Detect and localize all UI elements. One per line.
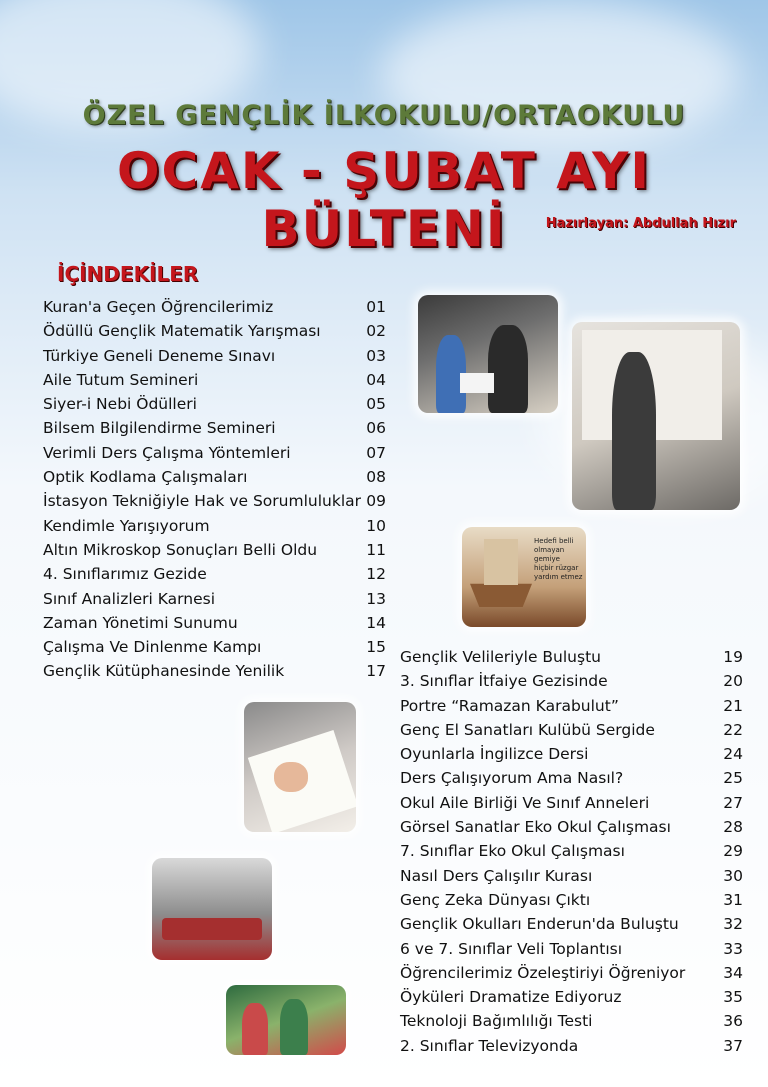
toc-entry [400, 815, 743, 839]
toc-entry [43, 659, 386, 683]
toc-entry-title: Teknoloji Bağımlılığı Testi [400, 1012, 593, 1031]
toc-entry [43, 295, 386, 319]
toc-entry-page: 32 [723, 915, 743, 934]
award-ceremony-photo [418, 295, 558, 413]
toc-entry-page: 21 [723, 696, 743, 715]
toc-entry-title: Verimli Ders Çalışma Yöntemleri [43, 443, 291, 462]
toc-entry-page: 11 [366, 540, 386, 559]
toc-entry-page: 22 [723, 720, 743, 739]
ship-quote-line: yardım etmez [534, 573, 583, 581]
tv-studio-photo [226, 985, 346, 1055]
toc-entry-title: 2. Sınıflar Televizyonda [400, 1036, 579, 1055]
toc-entry-page: 09 [366, 492, 386, 511]
toc-entry [43, 514, 386, 538]
toc-entry [400, 888, 743, 912]
toc-entry-title: Öğrencilerimiz Özeleştiriyi Öğreniyor [400, 963, 686, 982]
toc-entry-page: 31 [723, 890, 743, 909]
child-figure [280, 999, 308, 1055]
school-name: ÖZEL GENÇLİK İLKOKULU/ORTAOKULU [82, 100, 686, 131]
toc-entry-page: 01 [366, 298, 386, 316]
toc-entry-page: 04 [366, 370, 386, 389]
toc-entry-page: 19 [723, 648, 743, 666]
toc-entry [43, 611, 386, 635]
toc-entry-page: 30 [723, 866, 743, 885]
toc-entry-title: Okul Aile Birliği Ve Sınıf Anneleri [400, 793, 650, 812]
toc-entry-title: Öyküleri Dramatize Ediyoruz [400, 988, 622, 1007]
hand-shape [274, 762, 308, 792]
toc-entry [400, 645, 743, 669]
toc-entry-page: 08 [366, 468, 386, 487]
toc-entry-page: 14 [366, 613, 386, 632]
toc-entry-title: 3. Sınıflar İtfaiye Gezisinde [400, 672, 608, 691]
toc-entry [400, 694, 743, 718]
toc-entry [400, 839, 743, 863]
ship-quote [534, 537, 586, 582]
toc-entry [400, 1009, 743, 1033]
toc-entry [43, 587, 386, 611]
toc-entry [400, 669, 743, 693]
child-figure [242, 1003, 268, 1055]
toc-entry-page: 34 [723, 963, 743, 982]
toc-entry [400, 912, 743, 936]
toc-entry-page: 25 [723, 769, 743, 788]
sail-shape [484, 539, 518, 585]
toc-entry-title: Nasıl Ders Çalışılır Kurası [400, 866, 593, 885]
toc-entry-page: 35 [723, 988, 743, 1007]
toc-entry-title: Optik Kodlama Çalışmaları [43, 468, 248, 487]
toc-right-list [400, 645, 743, 1058]
toc-entry [43, 368, 386, 392]
toc-entry-page: 29 [723, 842, 743, 861]
toc-entry-page: 10 [366, 516, 386, 535]
toc-entry-title: Genç Zeka Dünyası Çıktı [400, 890, 591, 909]
toc-entry-title: 7. Sınıflar Eko Okul Çalışması [400, 842, 625, 861]
toc-entry-title: Çalışma Ve Dinlenme Kampı [43, 638, 262, 657]
toc-entry-title: Oyunlarla İngilizce Dersi [400, 745, 589, 764]
toc-entry-title: Siyer-i Nebi Ödülleri [43, 395, 197, 414]
toc-entry-page: 24 [723, 745, 743, 764]
toc-entry-title: Genç El Sanatları Kulübü Sergide [400, 720, 655, 739]
toc-entry-title: Gençlik Kütüphanesinde Yenilik [43, 662, 285, 681]
toc-left-list [43, 295, 386, 684]
toc-entry-title: Gençlik Velileriyle Buluştu [400, 648, 601, 666]
toc-entry [400, 1034, 743, 1058]
toc-entry [400, 791, 743, 815]
toc-entry [43, 441, 386, 465]
prepared-by: Hazırlayan: Abdullah Hızır [545, 216, 736, 231]
toc-entry-title: Ödüllü Gençlik Matematik Yarışması [43, 322, 321, 341]
toc-entry-title: Bilsem Bilgilendirme Semineri [43, 419, 276, 438]
toc-entry [43, 465, 386, 489]
parent-meeting-photo [152, 858, 272, 960]
toc-entry [43, 489, 386, 513]
toc-entry [43, 416, 386, 440]
bulletin-title: OCAK - ŞUBAT AYI BÜLTENİ [117, 142, 651, 258]
ship-quote-line: Hedefi belli [534, 537, 574, 545]
toc-heading: İÇİNDEKİLER [57, 262, 199, 286]
ship-quote-photo [462, 527, 586, 627]
student-writing-photo [244, 702, 356, 832]
toc-entry-title: Portre “Ramazan Karabulut” [400, 696, 619, 715]
toc-entry [400, 718, 743, 742]
toc-entry-page: 33 [723, 939, 743, 958]
toc-entry-page: 13 [366, 589, 386, 608]
speaker-figure [612, 352, 656, 510]
toc-entry-title: Türkiye Geneli Deneme Sınavı [43, 346, 276, 365]
toc-entry-title: 4. Sınıflarımız Gezide [43, 565, 207, 584]
toc-entry-title: Kuran'a Geçen Öğrencilerimiz [43, 298, 274, 316]
toc-entry [400, 742, 743, 766]
toc-entry [43, 392, 386, 416]
certificate-shape [460, 373, 494, 393]
seminar-speaker-photo [572, 322, 740, 510]
toc-entry-title: Aile Tutum Semineri [43, 370, 199, 389]
toc-entry-page: 07 [366, 443, 386, 462]
teacher-figure [488, 325, 528, 413]
toc-entry-title: Sınıf Analizleri Karnesi [43, 589, 216, 608]
toc-entry [400, 864, 743, 888]
toc-entry-title: Altın Mikroskop Sonuçları Belli Oldu [43, 540, 318, 559]
ship-quote-line: olmayan gemiye [534, 546, 565, 563]
toc-entry-title: Kendimle Yarışıyorum [43, 516, 210, 535]
meeting-table [162, 918, 262, 940]
toc-entry [400, 985, 743, 1009]
toc-entry-page: 28 [723, 818, 743, 837]
toc-entry [43, 635, 386, 659]
toc-entry-page: 17 [366, 662, 386, 681]
toc-entry [43, 344, 386, 368]
toc-entry-page: 37 [723, 1036, 743, 1055]
toc-entry [400, 766, 743, 790]
toc-entry-title: İstasyon Tekniğiyle Hak ve Sorumluluklar [43, 492, 361, 511]
toc-entry-title: Gençlik Okulları Enderun'da Buluştu [400, 915, 679, 934]
toc-entry-title: Ders Çalışıyorum Ama Nasıl? [400, 769, 624, 788]
toc-entry-page: 20 [723, 672, 743, 691]
toc-entry-page: 02 [366, 322, 386, 341]
toc-entry-page: 15 [366, 638, 386, 657]
ship-quote-line: hiçbir rüzgar [534, 564, 579, 572]
toc-entry [43, 538, 386, 562]
toc-entry [43, 319, 386, 343]
toc-entry-page: 03 [366, 346, 386, 365]
toc-entry-page: 12 [366, 565, 386, 584]
toc-entry-page: 27 [723, 793, 743, 812]
toc-entry-page: 06 [366, 419, 386, 438]
toc-entry [400, 961, 743, 985]
toc-entry-page: 05 [366, 395, 386, 414]
toc-entry [43, 562, 386, 586]
toc-entry-title: Zaman Yönetimi Sunumu [43, 613, 238, 632]
toc-entry [400, 937, 743, 961]
toc-entry-title: 6 ve 7. Sınıflar Veli Toplantısı [400, 939, 623, 958]
toc-entry-page: 36 [723, 1012, 743, 1031]
toc-entry-title: Görsel Sanatlar Eko Okul Çalışması [400, 818, 671, 837]
